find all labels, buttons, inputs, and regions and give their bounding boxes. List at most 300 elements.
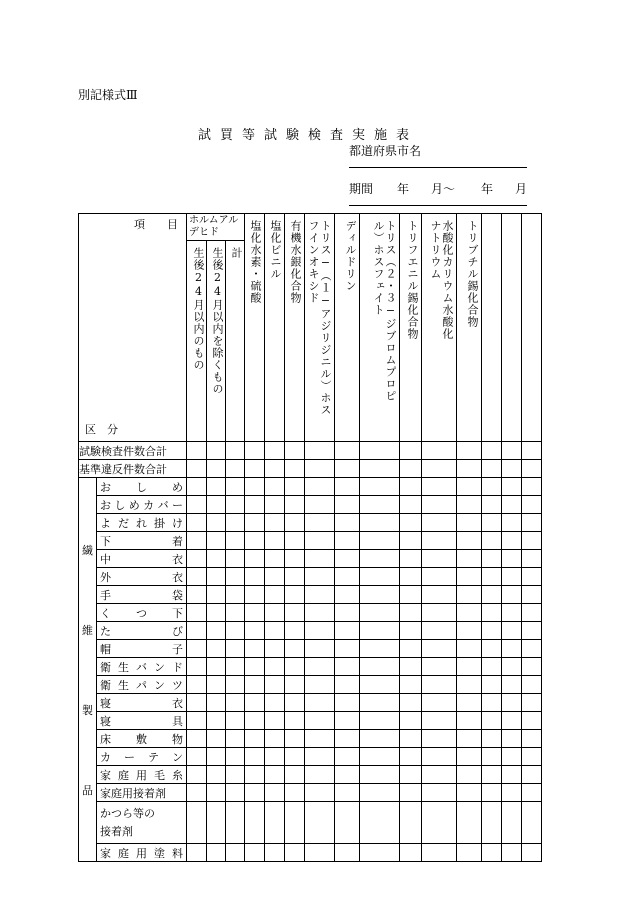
data-cell — [207, 676, 226, 694]
col-header-text-5: ディルドリン — [344, 220, 357, 292]
product-row — [79, 496, 542, 514]
form-label: 別記様式Ⅲ — [78, 88, 138, 102]
data-cell — [305, 514, 335, 532]
data-cell — [482, 460, 502, 478]
data-cell — [226, 514, 245, 532]
data-cell — [522, 730, 542, 748]
data-cell — [285, 766, 305, 784]
product-label-text: 手 袋 — [100, 588, 183, 602]
data-cell — [285, 442, 305, 460]
data-cell — [335, 712, 360, 730]
product-row-label — [97, 844, 187, 862]
data-cell — [305, 658, 335, 676]
data-cell — [360, 496, 400, 514]
data-cell — [187, 802, 207, 844]
data-cell — [400, 658, 422, 676]
data-cell — [400, 532, 422, 550]
product-row-label — [97, 640, 187, 658]
data-cell — [422, 658, 457, 676]
data-cell — [422, 802, 457, 844]
data-cell — [457, 586, 482, 604]
category-cell — [79, 478, 97, 862]
data-cell — [482, 766, 502, 784]
data-cell — [265, 568, 285, 586]
product-row — [79, 748, 542, 766]
data-cell — [207, 712, 226, 730]
product-row — [79, 586, 542, 604]
data-cell — [285, 496, 305, 514]
product-row — [79, 550, 542, 568]
col-header-text-1: 塩化水素・硫酸 — [249, 220, 262, 304]
data-cell — [522, 784, 542, 802]
data-cell — [226, 712, 245, 730]
product-row — [79, 622, 542, 640]
data-cell — [422, 676, 457, 694]
col-header-text-2: 塩化ビニル — [269, 220, 282, 280]
col-header-text-9: トリブチル錫化合物 — [466, 220, 479, 328]
data-cell — [482, 478, 502, 496]
product-row — [79, 514, 542, 532]
data-cell — [422, 622, 457, 640]
data-cell — [457, 514, 482, 532]
data-cell — [360, 748, 400, 766]
data-cell — [285, 604, 305, 622]
data-cell — [265, 496, 285, 514]
summary-row — [79, 442, 542, 460]
product-row — [79, 784, 542, 802]
data-cell — [207, 532, 226, 550]
col-header-8 — [422, 214, 457, 442]
data-cell — [502, 514, 522, 532]
data-cell — [265, 478, 285, 496]
product-label-text: 床 敷 物 — [100, 732, 183, 746]
data-cell — [400, 676, 422, 694]
product-label-text: く つ 下 — [100, 606, 183, 620]
data-cell — [265, 802, 285, 844]
data-cell — [335, 640, 360, 658]
data-cell — [226, 748, 245, 766]
data-cell — [187, 586, 207, 604]
col-header-1 — [245, 214, 265, 442]
data-cell — [226, 496, 245, 514]
data-cell — [482, 442, 502, 460]
product-row — [79, 844, 542, 862]
data-cell — [285, 748, 305, 766]
data-cell — [335, 748, 360, 766]
data-cell — [305, 550, 335, 568]
data-cell — [422, 784, 457, 802]
data-cell — [522, 550, 542, 568]
data-cell — [245, 604, 265, 622]
data-cell — [226, 802, 245, 844]
data-cell — [360, 658, 400, 676]
data-cell — [226, 694, 245, 712]
data-cell — [207, 658, 226, 676]
data-cell — [522, 622, 542, 640]
data-cell — [207, 730, 226, 748]
data-cell — [187, 568, 207, 586]
data-cell — [285, 478, 305, 496]
data-cell — [482, 676, 502, 694]
data-cell — [457, 766, 482, 784]
data-cell — [360, 550, 400, 568]
data-cell — [207, 766, 226, 784]
product-label-text: 衛 生 パ ン ツ — [100, 678, 183, 692]
data-cell — [360, 604, 400, 622]
product-row — [79, 604, 542, 622]
product-row-label — [97, 694, 187, 712]
product-label-text: 衛 生 バ ン ド — [100, 660, 183, 674]
data-cell — [285, 514, 305, 532]
data-cell — [482, 694, 502, 712]
data-cell — [482, 640, 502, 658]
data-cell — [187, 676, 207, 694]
data-cell — [187, 442, 207, 460]
data-cell — [335, 442, 360, 460]
data-cell — [245, 496, 265, 514]
product-row-label — [97, 712, 187, 730]
col-header-12 — [522, 214, 542, 442]
data-cell — [305, 802, 335, 844]
data-cell — [226, 460, 245, 478]
col-header-5 — [335, 214, 360, 442]
data-cell — [400, 478, 422, 496]
data-cell — [187, 460, 207, 478]
category-char: 維 — [82, 623, 93, 637]
data-cell — [265, 784, 285, 802]
data-cell — [522, 766, 542, 784]
data-cell — [285, 730, 305, 748]
data-cell — [400, 694, 422, 712]
data-cell — [226, 658, 245, 676]
prefecture-line — [349, 167, 527, 168]
data-cell — [265, 532, 285, 550]
data-cell — [502, 622, 522, 640]
data-cell — [522, 532, 542, 550]
data-cell — [305, 712, 335, 730]
data-cell — [400, 514, 422, 532]
data-cell — [305, 622, 335, 640]
data-cell — [285, 694, 305, 712]
data-cell — [265, 712, 285, 730]
product-row-label — [97, 730, 187, 748]
product-row — [79, 730, 542, 748]
data-cell — [400, 442, 422, 460]
product-row-label — [97, 478, 187, 496]
data-cell — [207, 622, 226, 640]
product-row-label — [97, 586, 187, 604]
data-cell — [422, 550, 457, 568]
data-cell — [360, 640, 400, 658]
data-cell — [360, 766, 400, 784]
data-cell — [502, 784, 522, 802]
data-cell — [457, 658, 482, 676]
data-cell — [457, 622, 482, 640]
data-cell — [422, 844, 457, 862]
data-cell — [502, 712, 522, 730]
data-cell — [502, 802, 522, 844]
data-cell — [187, 478, 207, 496]
data-cell — [207, 802, 226, 844]
data-cell — [422, 748, 457, 766]
data-cell — [400, 766, 422, 784]
data-cell — [245, 550, 265, 568]
product-label-text: 寝 衣 — [100, 696, 183, 710]
data-cell — [265, 694, 285, 712]
data-cell — [187, 730, 207, 748]
data-cell — [400, 844, 422, 862]
data-cell — [360, 442, 400, 460]
data-cell — [360, 694, 400, 712]
formaldehyde-header — [187, 214, 245, 241]
data-cell — [245, 766, 265, 784]
col-header-9 — [457, 214, 482, 442]
data-cell — [335, 658, 360, 676]
data-cell — [422, 532, 457, 550]
col-header-10 — [482, 214, 502, 442]
col-header-text-6: トリス（２・３−ジブロムプロピル）ホスフェイト — [372, 220, 397, 402]
data-cell — [360, 532, 400, 550]
data-cell — [422, 568, 457, 586]
data-cell — [265, 676, 285, 694]
product-label-text: お し め カ バ ー — [100, 498, 183, 512]
product-row-label — [97, 568, 187, 586]
data-cell — [482, 730, 502, 748]
product-row-label — [97, 676, 187, 694]
data-cell — [245, 730, 265, 748]
data-cell — [422, 496, 457, 514]
data-cell — [305, 442, 335, 460]
data-cell — [265, 442, 285, 460]
data-cell — [400, 604, 422, 622]
data-cell — [305, 748, 335, 766]
period-month-to: 月〜 — [431, 182, 456, 196]
data-cell — [502, 604, 522, 622]
data-cell — [400, 784, 422, 802]
data-cell — [457, 694, 482, 712]
data-cell — [422, 766, 457, 784]
data-cell — [400, 640, 422, 658]
data-cell — [360, 514, 400, 532]
data-cell — [207, 460, 226, 478]
product-row — [79, 802, 542, 844]
product-row — [79, 478, 542, 496]
data-cell — [335, 568, 360, 586]
data-cell — [482, 550, 502, 568]
product-row — [79, 532, 542, 550]
period-line — [349, 205, 527, 206]
product-row-label — [97, 604, 187, 622]
data-cell — [207, 442, 226, 460]
data-cell — [360, 802, 400, 844]
data-cell — [522, 568, 542, 586]
data-cell — [457, 784, 482, 802]
data-cell — [457, 712, 482, 730]
category-char: 品 — [82, 783, 93, 797]
product-label-text: よ だ れ 掛 け — [100, 516, 183, 530]
data-cell — [422, 694, 457, 712]
data-cell — [305, 784, 335, 802]
data-cell — [400, 730, 422, 748]
data-cell — [265, 766, 285, 784]
data-cell — [285, 784, 305, 802]
data-cell — [187, 550, 207, 568]
data-cell — [187, 532, 207, 550]
data-cell — [522, 514, 542, 532]
formaldehyde-sub1-text: 生後24月以内のもの — [192, 247, 205, 371]
data-cell — [187, 784, 207, 802]
data-cell — [245, 586, 265, 604]
data-cell — [335, 532, 360, 550]
data-cell — [245, 568, 265, 586]
data-cell — [360, 730, 400, 748]
data-cell — [305, 532, 335, 550]
data-cell — [187, 496, 207, 514]
data-cell — [522, 604, 542, 622]
data-cell — [360, 676, 400, 694]
data-cell — [422, 478, 457, 496]
data-cell — [335, 604, 360, 622]
data-cell — [187, 622, 207, 640]
data-cell — [305, 478, 335, 496]
product-row — [79, 640, 542, 658]
data-cell — [400, 748, 422, 766]
data-cell — [400, 802, 422, 844]
data-cell — [360, 460, 400, 478]
product-row-label — [97, 766, 187, 784]
data-cell — [187, 514, 207, 532]
summary-row-label: 基準違反件数合計 — [79, 460, 187, 478]
data-cell — [335, 730, 360, 748]
formaldehyde-sub1 — [187, 241, 207, 442]
data-cell — [207, 550, 226, 568]
data-cell — [226, 586, 245, 604]
data-cell — [522, 844, 542, 862]
data-cell — [305, 766, 335, 784]
data-cell — [335, 550, 360, 568]
data-cell — [265, 514, 285, 532]
data-cell — [305, 730, 335, 748]
data-cell — [285, 676, 305, 694]
data-cell — [457, 532, 482, 550]
data-cell — [522, 640, 542, 658]
data-cell — [400, 622, 422, 640]
product-label-text: 家庭用接着剤 — [100, 786, 166, 800]
summary-row — [79, 460, 542, 478]
category-char: 製 — [82, 703, 93, 717]
data-cell — [226, 766, 245, 784]
data-cell — [457, 844, 482, 862]
col-header-2 — [265, 214, 285, 442]
data-cell — [522, 496, 542, 514]
col-header-text-7: トリフエニル錫化合物 — [406, 220, 419, 340]
data-cell — [482, 514, 502, 532]
data-cell — [245, 694, 265, 712]
data-cell — [226, 568, 245, 586]
data-cell — [335, 622, 360, 640]
col-header-text-4: トリス−（１−アジリジニル）ホスフインオキシド — [307, 220, 332, 416]
data-cell — [245, 640, 265, 658]
data-cell — [285, 712, 305, 730]
data-cell — [226, 784, 245, 802]
data-cell — [265, 460, 285, 478]
product-label-text: お し め — [100, 480, 183, 494]
data-cell — [502, 766, 522, 784]
data-cell — [422, 460, 457, 478]
data-cell — [335, 676, 360, 694]
data-cell — [482, 532, 502, 550]
data-cell — [502, 730, 522, 748]
data-cell — [400, 550, 422, 568]
data-cell — [187, 766, 207, 784]
product-label-text: カ ー テ ン — [100, 750, 183, 764]
formaldehyde-sub2-text: 生後24月以内を除くもの — [211, 247, 224, 395]
data-cell — [207, 478, 226, 496]
data-cell — [335, 766, 360, 784]
division-label: 区 分 — [85, 423, 118, 436]
data-cell — [226, 550, 245, 568]
data-cell — [457, 748, 482, 766]
data-cell — [207, 586, 226, 604]
data-cell — [482, 658, 502, 676]
data-cell — [265, 604, 285, 622]
period-row — [349, 180, 529, 196]
product-label-text: 家 庭 用 毛 糸 — [100, 768, 183, 782]
data-cell — [285, 568, 305, 586]
data-cell — [482, 496, 502, 514]
col-header-text-3: 有機水銀化合物 — [289, 220, 302, 304]
data-cell — [335, 844, 360, 862]
inspection-table — [78, 213, 542, 862]
product-label-text: かつら等の接着剤 — [100, 806, 155, 838]
data-cell — [245, 748, 265, 766]
formaldehyde-label: ホルムアルデヒド — [189, 215, 239, 238]
data-cell — [482, 802, 502, 844]
data-cell — [285, 550, 305, 568]
data-cell — [482, 748, 502, 766]
data-cell — [360, 586, 400, 604]
data-cell — [226, 844, 245, 862]
data-cell — [187, 694, 207, 712]
product-row-label — [97, 748, 187, 766]
formaldehyde-sub2 — [207, 241, 226, 442]
data-cell — [457, 802, 482, 844]
data-cell — [245, 442, 265, 460]
data-cell — [207, 568, 226, 586]
col-header-11 — [502, 214, 522, 442]
product-row — [79, 658, 542, 676]
data-cell — [482, 604, 502, 622]
data-cell — [360, 844, 400, 862]
data-cell — [335, 478, 360, 496]
data-cell — [400, 568, 422, 586]
data-cell — [285, 586, 305, 604]
product-label-text: 下 着 — [100, 534, 183, 548]
product-row — [79, 568, 542, 586]
data-cell — [502, 496, 522, 514]
data-cell — [502, 478, 522, 496]
product-row — [79, 712, 542, 730]
col-header-6 — [360, 214, 400, 442]
data-cell — [522, 676, 542, 694]
item-label: 項 目 — [134, 218, 178, 231]
data-cell — [457, 676, 482, 694]
data-cell — [187, 658, 207, 676]
data-cell — [502, 748, 522, 766]
product-row-label — [97, 532, 187, 550]
data-cell — [265, 730, 285, 748]
data-cell — [422, 514, 457, 532]
